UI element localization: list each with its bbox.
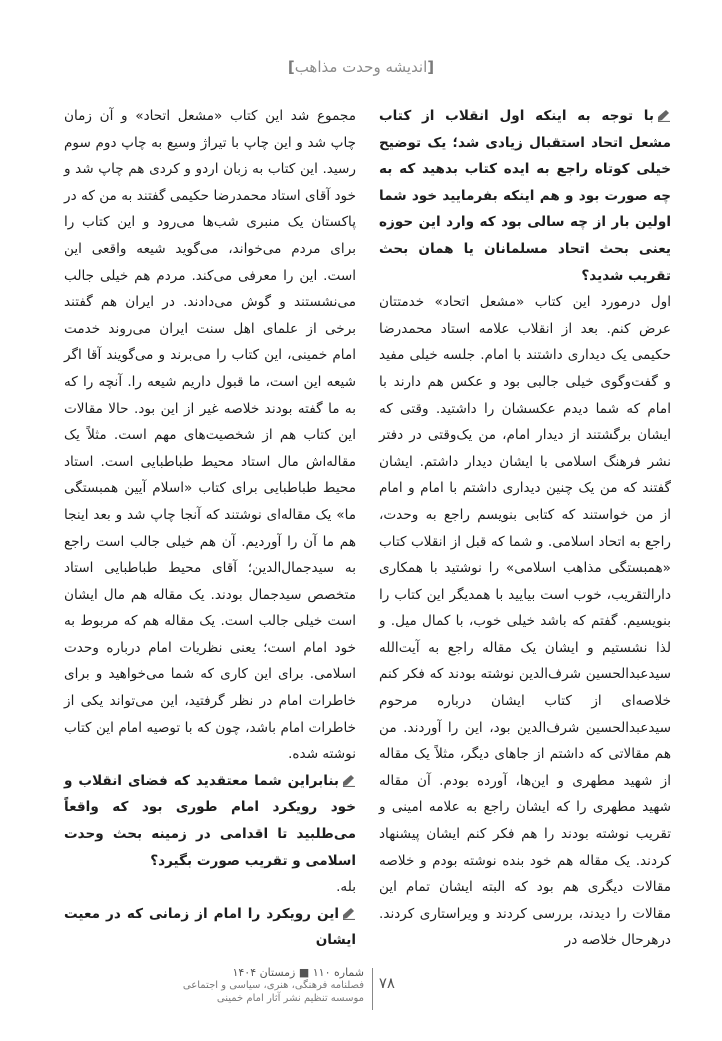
header-title: اندیشه وحدت مذاهب: [294, 58, 428, 76]
pencil-icon: [342, 774, 356, 787]
right-column: [379, 103, 671, 954]
journal-line: فصلنامه فرهنگی، هنری، سیاسی و اجتماعی: [182, 980, 364, 991]
question-text: این رویکرد را امام از زمانی که در معیت ایشان: [64, 905, 356, 949]
header-bracket-open: [: [427, 58, 435, 76]
question-paragraph: [64, 768, 356, 874]
publisher-line: موسسه تنظیم نشر آثار امام خمینی: [216, 993, 364, 1004]
header-bracket-close: ]: [287, 58, 295, 76]
answer-paragraph: بله.: [336, 879, 356, 896]
pencil-icon: [342, 907, 356, 920]
footer-divider: [372, 968, 373, 1010]
issue-line: شماره ۱۱۰ ■ زمستان ۱۴۰۴: [232, 966, 364, 979]
left-column: [64, 103, 356, 954]
page-number: ۷۸: [378, 974, 395, 992]
answer-paragraph: مجموع شد این کتاب «مشعل اتحاد» و آن زمان چاپ شد و این چاپ با تیراژ وسیع به چاپ دوم سوم رسید. این کتاب به زبان اردو و کردی هم چاپ شد و خود آقای استاد محمدرضا حکیمی گفتند به من که در پاکستان یک منبری شب‌ها می‌رود و این کتاب را برای مردم می‌خواند، می‌گوید شیعه واقعی این است. این را معرفی می‌کند. مردم هم خیلی جالب می‌نشستند و گوش می‌دادند. در ایران هم گفتند برخی از علمای اهل سنت ایران می‌روند خدمت امام خمینی، این کتاب را می‌برند و می‌گویند آقا اگر شیعه این است، ما قبول داریم شیعه را. آنچه را که به ما گفته بودند خلاصه غیر از این بود. حالا مقالات این کتاب هم از شخصیت‌های مهم است. مثلاً یک مقاله‌اش مال استاد محیط طباطبایی است. استاد محیط طباطبایی برای کتاب «اسلام آیین همبستگی ما» یک مقاله‌ای نوشتند که آنجا چاپ شد و بعد اینجا هم ما آن را آوردیم. آن هم خیلی جالب است راجع به سیدجمال‌الدین؛ آقای محیط طباطبایی استاد متخصص سیدجمال بودند. یک مقاله هم مال ایشان است خیلی جالب است. یک مقاله هم که مربوط به خود امام است؛ یعنی نظریات امام درباره وحدت اسلامی. برای این کاری که شما می‌خواهید و برای خاطرات امام در نظر گرفتید، این می‌تواند یکی از خاطرات امام باشد، چون که با توصیه امام این کتاب نوشته شده.: [64, 108, 356, 763]
page-footer: [0, 966, 722, 1026]
question-paragraph: [64, 901, 356, 954]
section-header: [0, 58, 722, 76]
pencil-icon: [657, 109, 671, 122]
question-paragraph: [379, 103, 671, 289]
footer-info: [164, 966, 364, 1005]
answer-paragraph: اول درمورد این کتاب «مشعل اتحاد» خدمتتان عرض کنم. بعد از انقلاب علامه استاد محمدرضا حکیمی یک دیداری داشتند با امام. جلسه خیلی مفید و گفت‌وگوی خیلی جالبی بود و عکس هم دارند با امام که شما دیدم عکسشان را داشتید. وقتی که ایشان برگشتند از دیدار امام، من یک‌وقتی در دفتر نشر فرهنگ اسلامی با ایشان دیدار داشتم. ایشان گفتند که من یک چنین دیداری داشتم با امام و امام از من خواستند که کتابی بنویسم راجع به وحدت، راجع به اتحاد اسلامی. و شما که قبل از انقلاب کتاب «همبستگی مذاهب اسلامی» را نوشتید با همکاری دارالتقریب، خوب است بیایید با همدیگر این کتاب را بنویسیم. گفتم که باشد خیلی خوب، با کمال میل. و لذا نشستیم و ایشان یک مقاله راجع به آیت‌الله سیدعبدالحسین شرف‌الدین نوشته بودند که فکر کنم خلاصه‌ای از کتاب ایشان درباره مرحوم سیدعبدالحسین شرف‌الدین بود، این را آوردند. من هم مقالاتی که داشتم از جاهای دیگر، مثلاً یک مقاله از شهید مطهری و این‌ها، آورده بودم. آن مقاله شهید مطهری را که ایشان راجع به علامه امینی و تقریب نوشته بودند را هم فکر کنم ایشان پیشنهاد کردند. یک مقاله هم خود بنده نوشته بودم و خلاصه مقالات دیگری هم بود که البته ایشان تمام این مقالات را دیدند، بررسی کردند و ویراستاری کردند. درهرحال خلاصه در: [379, 294, 671, 949]
question-text: بنابراین شما معتقدید که فضای انقلاب و خود رویکرد امام طوری بود که واقعاً می‌طلبید تا اقدامی در زمینه بحث وحدت اسلامی و تقریب صورت بگیرد؟: [64, 772, 356, 869]
question-text: با توجه به اینکه اول انقلاب از کتاب مشعل اتحاد استقبال زیادی شد؛ یک توضیح خیلی کوتاه راجع به ایده کتاب بدهید که به چه صورت بود و هم اینکه بفرمایید خود شما اولین بار از چه سالی بود که وارد این حوزه یعنی بحث اتحاد مسلمانان یا همان بحث تقریب شدید؟: [379, 108, 671, 284]
